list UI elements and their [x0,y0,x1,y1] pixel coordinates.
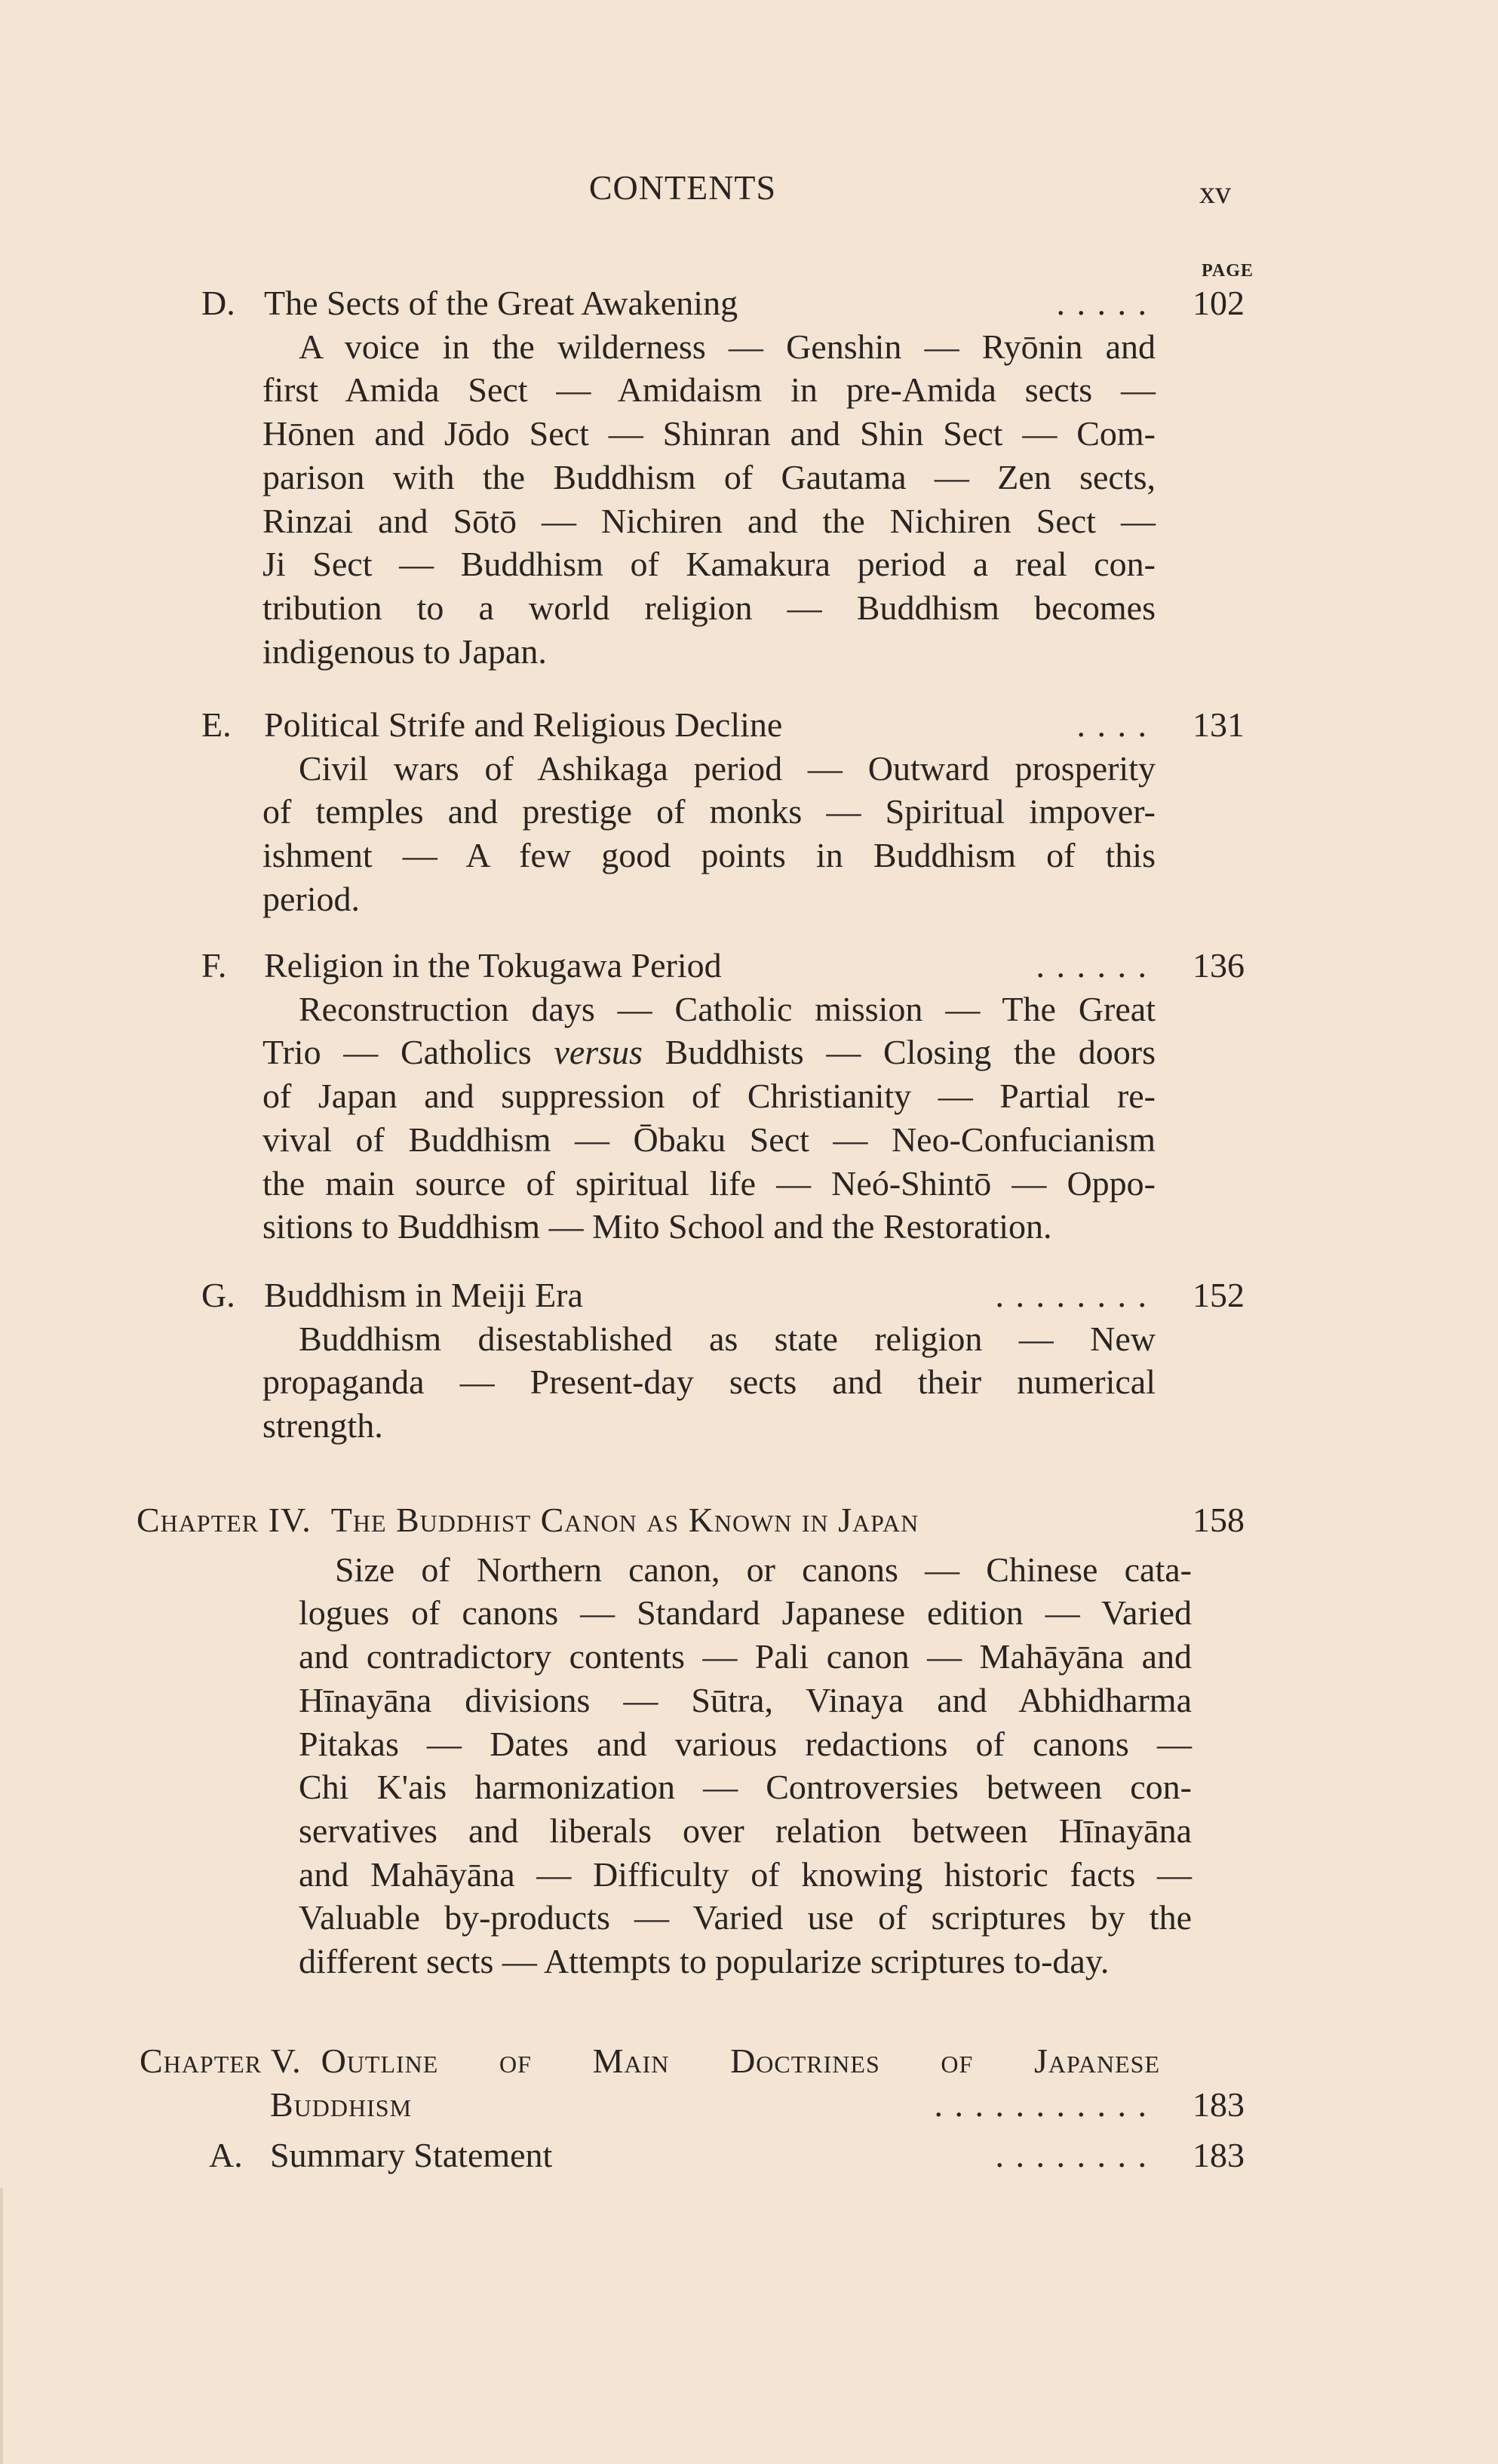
section-page: 102 [1193,284,1245,322]
summary-line: Reconstruction days — Catholic mission — The Great [299,989,1156,1028]
section-summary [262,747,1245,921]
chapter-4-page: 158 [1193,1501,1245,1539]
summary-line: servatives and liberals over relation between Hīnayāna [299,1811,1192,1850]
section-letter: G. [201,1276,235,1314]
dot-leader: . . . . . . . . [995,1276,1148,1314]
summary-line: vival of Buddhism — Ōbaku Sect — Neo-Confucianism [262,1120,1156,1159]
dot-leader: . . . . . . . . [995,2136,1148,2175]
summary-line: indigenous to Japan. [262,631,547,671]
summary-line: first Amida Sect — Amidaism in pre-Amida sects — [262,370,1156,410]
summary-line: Pitakas — Dates and various redactions of canons — [299,1724,1192,1763]
chapter-4-entry [137,1498,1245,1983]
dot-leader: . . . . . . [1036,946,1148,985]
section-title: Political Strife and Religious Decline [264,705,783,744]
summary-line: Hōnen and Jōdo Sect — Shinran and Shin Sect — Com- [262,414,1156,453]
summary-line: parison with the Buddhism of Gautama — Zen sects, [262,457,1156,496]
chapter-4-label: Chapter IV. [137,1501,312,1539]
toc-section [201,281,1245,673]
section-letter: A. [209,2136,243,2175]
chapter-5-section-a [209,2134,1245,2177]
chapter-5-heading-line2 [270,2083,1245,2127]
summary-line: propaganda — Present-day sects and their numerical [262,1363,1156,1402]
dot-leader: . . . . . . . . . . . [934,2085,1148,2124]
chapter-5-title: Outline of Main Doctrines of Japanese [321,2042,1160,2080]
dot-leader: . . . . [1076,705,1148,744]
summary-line: Ji Sect — Buddhism of Kamakura period a real con- [262,545,1156,584]
summary-line: sitions to Buddhism — Mito School and the Restoration. [262,1207,1052,1246]
section-heading [201,1273,1245,1317]
chapter-5-label: Chapter V. [140,2042,302,2080]
chapter-5-title-cont: Buddhism [270,2085,413,2124]
summary-line: Chi K'ais harmonization — Controversies between con- [299,1768,1192,1807]
summary-line: strength. [262,1406,383,1446]
summary-line: ishment — A few good points in Buddhism of this [262,836,1156,875]
summary-line: Trio — Catholics versus Buddhists — Closing the doors [262,1033,1156,1072]
summary-line: Size of Northern canon, or canons — Chinese cata- [335,1550,1192,1589]
page-edge-shadow [0,2188,3,2464]
summary-line: different sects — Attempts to popularize scriptures to-day. [299,1942,1110,1981]
summary-line: tribution to a world religion — Buddhism becomes [262,588,1156,627]
section-letter: E. [201,705,232,744]
section-heading [201,703,1245,747]
toc-section [201,944,1245,1249]
chapter-5-entry [140,2039,1245,2177]
page-number: xv [1199,176,1231,210]
section-heading [201,281,1245,325]
summary-line: of temples and prestige of monks — Spiritual impover- [262,792,1156,831]
section-title: The Sects of the Great Awakening [264,284,738,322]
summary-line: and Mahāyāna — Difficulty of knowing historic facts — [299,1854,1192,1894]
chapter-5-heading [140,2039,1160,2083]
summary-line: Civil wars of Ashikaga period — Outward prosperity [299,748,1156,788]
toc-section [201,703,1245,921]
summary-line: of Japan and suppression of Christianity — Partial re- [262,1077,1156,1116]
section-title: Religion in the Tokugawa Period [264,946,722,985]
section-letter: D. [201,284,235,322]
summary-line: Buddhism disestablished as state religion — New [299,1319,1156,1358]
summary-line: Valuable by-products — Varied use of scriptures by the [299,1898,1192,1937]
section-page: 152 [1193,1276,1245,1314]
chapter-4-summary [299,1548,1245,1983]
running-head: CONTENTS [588,168,777,207]
section-title: Buddhism in Meiji Era [264,1276,583,1314]
summary-line: Hīnayāna divisions — Sūtra, Vinaya and Abhidharma [299,1680,1192,1719]
summary-line: the main source of spiritual life — Neó-Shintō — Oppo- [262,1163,1156,1203]
page-column-label: PAGE [1202,261,1254,281]
summary-line: period. [262,879,361,918]
chapter-5-page: 183 [1193,2085,1245,2124]
section-page: 131 [1193,705,1245,744]
section-page: 183 [1193,2136,1245,2175]
section-summary [262,325,1245,674]
summary-line: logues of canons — Standard Japanese edition — Varied [299,1593,1192,1633]
section-summary [262,988,1245,1249]
summary-line: and contradictory contents — Pali canon — Mahāyāna and [299,1637,1192,1676]
section-summary [262,1317,1245,1448]
summary-line: Rinzai and Sōtō — Nichiren and the Nichiren Sect — [262,501,1156,540]
summary-line: A voice in the wilderness — Genshin — Ryōnin and [299,327,1156,366]
chapter-4-heading [137,1498,1245,1542]
dot-leader: . . . . . [1056,284,1148,322]
section-page: 136 [1193,946,1245,985]
chapter-4-title: The Buddhist Canon as Known in Japan [330,1501,919,1539]
section-heading [201,944,1245,988]
section-title: Summary Statement [270,2136,553,2175]
toc-section [201,1273,1245,1448]
italic-word: versus [554,1033,643,1072]
section-letter: F. [201,946,227,985]
